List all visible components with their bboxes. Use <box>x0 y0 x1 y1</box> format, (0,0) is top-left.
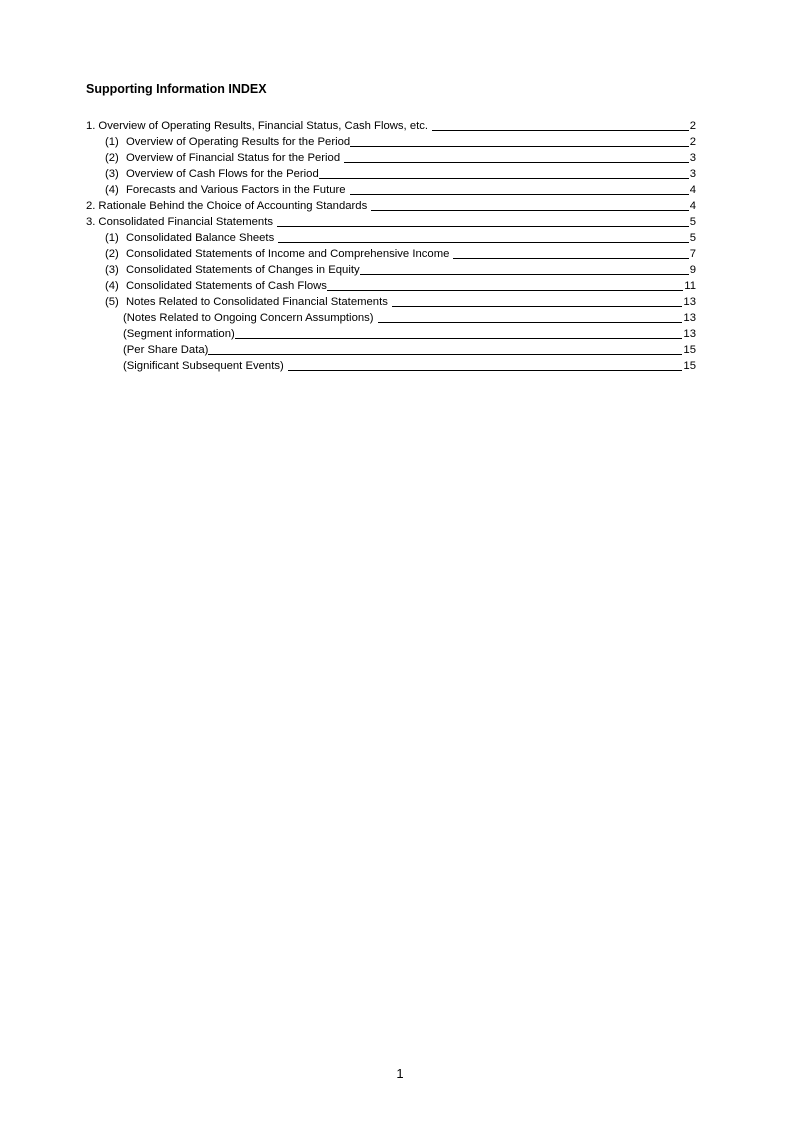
toc-entry[interactable] <box>86 229 696 245</box>
toc-entry-number: (2) <box>105 152 119 164</box>
toc-entry[interactable] <box>86 325 696 341</box>
toc-entry-number: 3. <box>86 216 96 228</box>
toc-entry-page: 3 <box>689 168 696 180</box>
toc-entry[interactable] <box>86 277 696 293</box>
toc-entry[interactable] <box>86 261 696 277</box>
toc-entry-page: 15 <box>683 360 696 372</box>
toc-entry-page: 7 <box>689 248 696 260</box>
toc-entry[interactable] <box>86 245 696 261</box>
page-title: Supporting Information INDEX <box>86 82 267 96</box>
toc-entry-label: (Segment information) <box>123 328 235 340</box>
toc-entry-number: 1. <box>86 120 96 132</box>
toc-entry[interactable] <box>86 149 696 165</box>
toc-entry-page: 5 <box>689 232 696 244</box>
toc-leader-line <box>392 306 683 307</box>
toc-entry[interactable] <box>86 197 696 213</box>
toc-entry-label: (Notes Related to Ongoing Concern Assumptions) <box>123 312 374 324</box>
toc-leader-line <box>344 162 689 163</box>
toc-entry-label: (Per Share Data) <box>123 344 209 356</box>
toc-entry-page: 13 <box>683 312 696 324</box>
toc-entry-page: 11 <box>684 280 696 292</box>
toc-leader-line <box>378 322 683 323</box>
toc-entry[interactable] <box>86 133 696 149</box>
toc-entry-number: (2) <box>105 248 119 260</box>
toc-entry-page: 4 <box>689 200 696 212</box>
toc-leader-line <box>453 258 688 259</box>
toc-entry-number: (4) <box>105 280 119 292</box>
toc-entry[interactable] <box>86 117 696 133</box>
table-of-contents <box>86 117 696 373</box>
toc-entry[interactable] <box>86 357 696 373</box>
toc-entry[interactable] <box>86 341 696 357</box>
toc-entry-label: Consolidated Financial Statements <box>98 216 273 228</box>
toc-entry-number: (3) <box>105 168 119 180</box>
toc-entry-label: Consolidated Statements of Income and Comprehensive Income <box>126 248 450 260</box>
toc-entry-label: Rationale Behind the Choice of Accounting Standards <box>98 200 368 212</box>
toc-entry[interactable] <box>86 309 696 325</box>
toc-entry-label: Overview of Financial Status for the Period <box>126 152 341 164</box>
toc-entry-label: Forecasts and Various Factors in the Future <box>126 184 346 196</box>
toc-entry-number: (3) <box>105 264 119 276</box>
toc-entry-label: Consolidated Statements of Cash Flows <box>126 280 327 292</box>
toc-entry-page: 2 <box>689 120 696 132</box>
toc-entry-page: 2 <box>689 136 696 148</box>
toc-entry[interactable] <box>86 165 696 181</box>
toc-entry[interactable] <box>86 293 696 309</box>
toc-entry-label: Overview of Operating Results for the Period <box>126 136 351 148</box>
toc-entry-number: (1) <box>105 136 119 148</box>
toc-entry-page: 13 <box>683 296 696 308</box>
toc-entry[interactable] <box>86 213 696 229</box>
toc-entry-number: 2. <box>86 200 96 212</box>
toc-leader-line <box>278 242 688 243</box>
toc-entry-page: 15 <box>683 344 696 356</box>
toc-entry-page: 9 <box>689 264 696 276</box>
toc-entry-label: Overview of Cash Flows for the Period <box>126 168 319 180</box>
toc-entry-page: 13 <box>683 328 696 340</box>
toc-entry[interactable] <box>86 181 696 197</box>
toc-leader-line <box>432 130 689 131</box>
toc-entry-page: 5 <box>689 216 696 228</box>
toc-leader-line <box>360 274 689 275</box>
toc-leader-line <box>319 178 689 179</box>
toc-entry-number: (5) <box>105 296 119 308</box>
page-number: 1 <box>396 1066 404 1081</box>
toc-entry-page: 4 <box>689 184 696 196</box>
toc-leader-line <box>208 354 682 355</box>
toc-leader-line <box>371 210 688 211</box>
toc-entry-label: Consolidated Statements of Changes in Equity <box>126 264 360 276</box>
toc-entry-label: Notes Related to Consolidated Financial Statements <box>126 296 388 308</box>
toc-entry-label: Overview of Operating Results, Financial Status, Cash Flows, etc. <box>98 120 429 132</box>
toc-entry-number: (1) <box>105 232 119 244</box>
toc-entry-label: (Significant Subsequent Events) <box>123 360 284 372</box>
toc-leader-line <box>277 226 689 227</box>
toc-entry-number: (4) <box>105 184 119 196</box>
toc-leader-line <box>350 146 689 147</box>
toc-entry-page: 3 <box>689 152 696 164</box>
toc-leader-line <box>350 194 689 195</box>
toc-entry-label: Consolidated Balance Sheets <box>126 232 275 244</box>
toc-leader-line <box>288 370 683 371</box>
toc-leader-line <box>327 290 683 291</box>
toc-leader-line <box>235 338 683 339</box>
